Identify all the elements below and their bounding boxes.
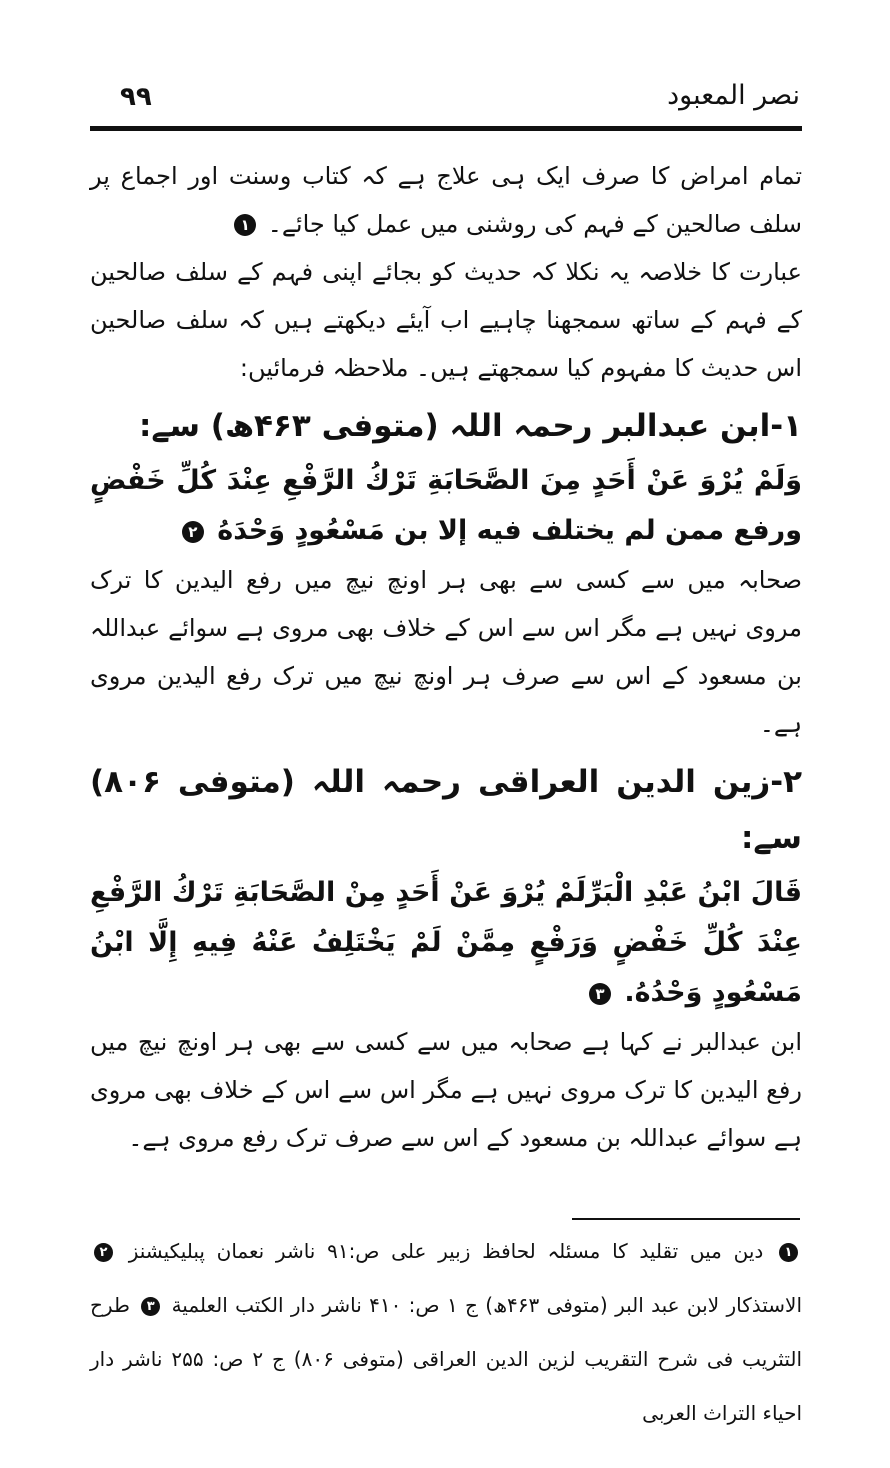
paragraph-intro: [90, 152, 802, 248]
page-header: [90, 78, 802, 122]
footnote-3-marker: ۳: [141, 1297, 160, 1316]
footnote-separator: [572, 1218, 800, 1220]
page-body: [90, 152, 802, 1162]
footnote-marker-1: ۱: [234, 214, 256, 236]
arabic-quote-1-text: وَلَمْ يُرْوَ عَنْ أَحَدٍ مِنَ الصَّحَابَةِ تَرْكُ الرَّفْعِ عِنْدَ كُلِّ خَفْضٍ ورفع ممن لم يختلف فيه إلا بن مَسْعُودٍ وَحْدَهُ: [90, 465, 802, 546]
footnote-1-marker: ۱: [779, 1243, 798, 1262]
footnote-2-text: الاستذکار لابن عبد البر (متوفی ۴۶۳ھ) ج ۱ ص: ۴۱۰ ناشر دار الکتب العلمیة: [171, 1293, 802, 1317]
footnote-3-text: طرح التثریب فی شرح التقریب لزین الدین العراقی (متوفی ۸۰۶) ج ۲ ص: ۲۵۵ ناشر دار احیاء التراث العربی: [90, 1293, 803, 1425]
running-title: نصر المعبود: [667, 80, 800, 111]
page-number: ۹۹: [120, 82, 152, 112]
footnote-marker-2: ۲: [182, 521, 204, 543]
section-heading-ibn-abd-al-barr: ۱-ابن عبدالبر رحمہ اللہ (متوفی ۴۶۳ھ) سے:: [138, 408, 802, 444]
footnote-1-text: دین میں تقلید کا مسئلہ لحافظ زبیر علی ص:۹۱ ناشر نعمان پبلیکیشنز: [128, 1239, 764, 1263]
paragraph-summary: عبارت کا خلاصہ یہ نکلا کہ حدیث کو بجائے اپنی فہم کے سلف صالحین کے فہم کے ساتھ سمجھنا چاہیے اب آیئے دیکھتے ہیں کہ سلف صالحین اس حدیث کا مفہوم کیا سمجھتے ہیں۔ ملاحظہ فرمائیں:: [90, 258, 802, 382]
footnote-marker-3: ۳: [589, 983, 611, 1005]
arabic-quote-1: [90, 456, 802, 556]
header-rule: [90, 126, 802, 131]
arabic-quote-2-text: قَالَ ابْنُ عَبْدِ الْبَرِّلَمْ يُرْوَ عَنْ أَحَدٍ مِنْ الصَّحَابَةِ تَرْكُ الرَّفْعِ عِنْدَ كُلِّ خَفْضٍ وَرَفْعٍ مِمَّنْ لَمْ يَخْتَلِفُ عَنْهُ فِيهِ إِلَّا ابْنُ مَسْعُودٍ وَحْدُهُ.: [90, 877, 802, 1008]
paragraph-translation-2: ابن عبدالبر نے کہا ہے صحابہ میں سے کسی سے بھی ہر اونچ نیچ میں رفع الیدین کا ترک مروی نہیں ہے مگر اس سے اس کے خلاف بھی مروی ہے سوائے عبداللہ بن مسعود کے اس سے صرف ترک رفع مروی ہے۔: [90, 1028, 802, 1152]
section-heading-iraqi: ۲-زین الدین العراقی رحمہ اللہ (متوفی ۸۰۶) سے:: [90, 764, 802, 856]
footnote-2-marker: ۲: [94, 1243, 113, 1262]
arabic-quote-2: [90, 868, 802, 1018]
paragraph-translation-1: صحابہ میں سے کسی سے بھی ہر اونچ نیچ میں رفع الیدین کا ترک مروی نہیں ہے مگر اس سے اس کے خلاف بھی مروی ہے سوائے عبداللہ بن مسعود کے اس سے صرف ہر اونچ نیچ میں ترک رفع الیدین مروی ہے۔: [90, 566, 802, 738]
footnotes: [90, 1224, 802, 1440]
paragraph-intro-text: تمام امراض کا صرف ایک ہی علاج ہے کہ کتاب وسنت اور اجماع پر سلف صالحین کے فہم کی روشنی میں عمل کیا جائے۔: [90, 162, 802, 238]
